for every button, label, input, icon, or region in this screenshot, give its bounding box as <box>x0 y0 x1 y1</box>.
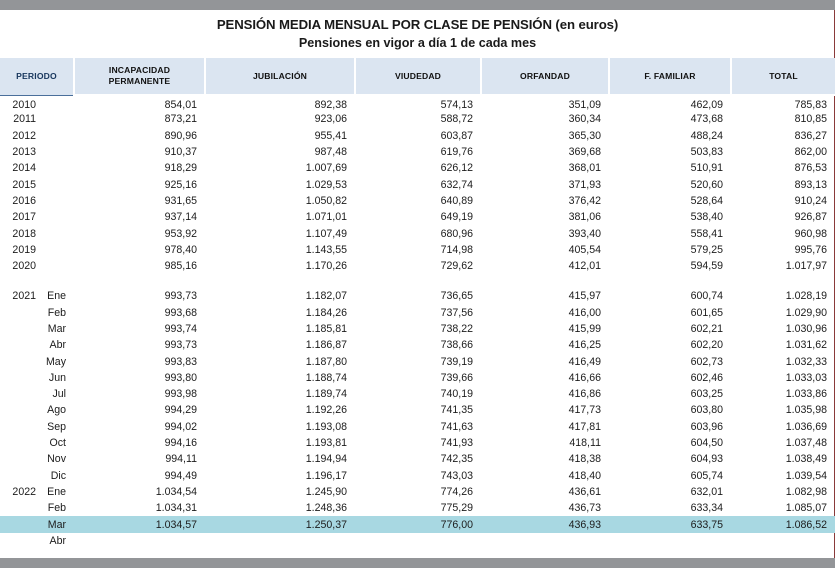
cell-f-familiar: 558,41 <box>690 227 723 240</box>
table-row[interactable] <box>0 468 835 484</box>
cell-viudedad: 774,26 <box>440 485 473 498</box>
cell-orfandad <box>481 533 609 549</box>
cell-incapacidad-permanente: 890,96 <box>164 129 197 142</box>
cell-f-familiar: 602,20 <box>690 339 723 352</box>
cell-month: Sep <box>47 420 66 433</box>
cell-month <box>44 193 74 209</box>
cell-incapacidad-permanente: 937,14 <box>164 211 197 224</box>
cell-total: 1.085,07 <box>785 502 827 515</box>
cell-year: 2021 <box>12 290 36 303</box>
cell-year: 2019 <box>12 243 36 256</box>
cell-month: Jun <box>48 371 66 384</box>
cell-month: Feb <box>47 502 66 515</box>
cell-jubilacion: 1.245,90 <box>305 485 347 498</box>
cell-f-familiar: 520,60 <box>690 178 723 191</box>
cell-jubilacion: 1.182,07 <box>305 290 347 303</box>
cell-jubilacion: 1.193,08 <box>305 420 347 433</box>
cell-month <box>44 225 74 241</box>
table-row[interactable] <box>0 242 835 258</box>
cell-orfandad: 393,40 <box>568 227 601 240</box>
cell-orfandad: 416,66 <box>568 371 601 384</box>
table-row[interactable] <box>0 288 835 304</box>
cell-year <box>0 419 44 435</box>
cell-total: 836,27 <box>794 129 827 142</box>
cell-year: 2015 <box>12 178 36 191</box>
page-subtitle: Pensiones en vigor a día 1 de cada mes <box>298 36 537 50</box>
cell-jubilacion: 1.071,01 <box>305 211 347 224</box>
table-row[interactable] <box>0 144 835 160</box>
cell-month <box>44 258 74 274</box>
cell-orfandad: 416,00 <box>568 306 601 319</box>
cell-orfandad: 368,01 <box>568 162 601 175</box>
table-row[interactable] <box>0 353 835 369</box>
cell-year <box>0 500 44 516</box>
cell-total: 1.032,33 <box>785 355 827 368</box>
cell-viudedad: 714,98 <box>440 243 473 256</box>
cell-year <box>0 386 44 402</box>
cell-orfandad: 416,25 <box>568 339 601 352</box>
cell-total: 1.031,62 <box>785 339 827 352</box>
cell-jubilacion: 1.196,17 <box>305 469 347 482</box>
column-header-total[interactable]: TOTAL <box>731 58 835 95</box>
cell-month <box>44 242 74 258</box>
cell-incapacidad-permanente: 994,29 <box>164 404 197 417</box>
table-header <box>0 58 835 95</box>
cell-viudedad: 574,13 <box>440 99 473 112</box>
cell-f-familiar: 604,50 <box>690 437 723 450</box>
cell-f-familiar: 601,65 <box>690 306 723 319</box>
cell-month <box>44 176 74 192</box>
header-line-1: INCAPACIDAD <box>108 65 171 75</box>
cell-f-familiar: 488,24 <box>690 129 723 142</box>
cell-total: 1.039,54 <box>785 469 827 482</box>
cell-month: Dic <box>50 469 66 482</box>
cell-incapacidad-permanente <box>74 533 205 549</box>
cell-incapacidad-permanente: 1.034,54 <box>155 485 197 498</box>
cell-total: 1.082,98 <box>785 485 827 498</box>
cell-jubilacion: 1.250,37 <box>205 516 355 532</box>
column-header-viudedad[interactable]: VIUDEDAD <box>355 58 481 95</box>
cell-viudedad: 680,96 <box>440 227 473 240</box>
table-row[interactable] <box>0 258 835 274</box>
cell-f-familiar: 462,09 <box>690 99 723 112</box>
cell-jubilacion: 1.189,74 <box>305 388 347 401</box>
cell-orfandad: 436,93 <box>481 516 609 532</box>
cell-viudedad: 640,89 <box>440 194 473 207</box>
cell-orfandad: 417,81 <box>568 420 601 433</box>
table-row[interactable] <box>0 305 835 321</box>
table-row[interactable] <box>0 160 835 176</box>
cell-month: Mar <box>44 516 74 532</box>
cell-total: 785,83 <box>794 99 827 112</box>
cell-viudedad: 741,63 <box>440 420 473 433</box>
cell-viudedad: 739,19 <box>440 355 473 368</box>
cell-jubilacion <box>205 533 355 549</box>
cell-viudedad: 743,03 <box>440 469 473 482</box>
cell-viudedad: 738,66 <box>440 339 473 352</box>
cell-f-familiar <box>609 533 731 549</box>
cell-orfandad: 412,01 <box>568 260 601 273</box>
cell-incapacidad-permanente: 994,49 <box>164 469 197 482</box>
cell-jubilacion: 1.170,26 <box>305 260 347 273</box>
title-block <box>0 10 835 52</box>
cell-viudedad <box>355 533 481 549</box>
column-header-jubilacion[interactable]: JUBILACIÓN <box>205 58 355 95</box>
cell-f-familiar: 603,96 <box>690 420 723 433</box>
cell-month: May <box>45 355 66 368</box>
cell-orfandad: 371,93 <box>568 178 601 191</box>
cell-total: 1.028,19 <box>785 290 827 303</box>
cell-f-familiar: 600,74 <box>690 290 723 303</box>
table-row[interactable] <box>0 111 835 127</box>
column-header-periodo[interactable]: PERIODO <box>0 58 74 95</box>
cell-viudedad: 737,56 <box>440 306 473 319</box>
table-row[interactable] <box>0 128 835 144</box>
cell-jubilacion: 1.193,81 <box>305 437 347 450</box>
cell-year <box>0 321 44 337</box>
cell-f-familiar: 503,83 <box>690 146 723 159</box>
cell-month <box>44 128 74 144</box>
cell-orfandad: 417,73 <box>568 404 601 417</box>
cell-year <box>0 533 44 549</box>
cell-viudedad: 619,76 <box>440 146 473 159</box>
cell-jubilacion: 1.187,80 <box>305 355 347 368</box>
cell-viudedad: 588,72 <box>440 113 473 126</box>
cell-orfandad: 365,30 <box>568 129 601 142</box>
cell-f-familiar: 632,01 <box>690 485 723 498</box>
pension-table <box>0 58 835 549</box>
cell-f-familiar: 603,80 <box>690 404 723 417</box>
table-row[interactable] <box>0 451 835 467</box>
cell-orfandad: 369,68 <box>568 146 601 159</box>
cell-f-familiar: 602,46 <box>690 371 723 384</box>
cell-total: 926,87 <box>794 211 827 224</box>
cell-total: 960,98 <box>794 227 827 240</box>
cell-year <box>0 305 44 321</box>
cell-year <box>0 337 44 353</box>
cell-jubilacion: 1.192,26 <box>305 404 347 417</box>
cell-total: 995,76 <box>794 243 827 256</box>
cell-incapacidad-permanente: 1.034,31 <box>155 502 197 515</box>
cell-viudedad: 741,35 <box>440 404 473 417</box>
cell-year <box>0 468 44 484</box>
cell-month: Mar <box>47 323 66 335</box>
cell-total: 1.029,90 <box>785 306 827 319</box>
cell-orfandad: 416,86 <box>568 388 601 401</box>
cell-incapacidad-permanente: 993,74 <box>164 323 197 335</box>
cell-month <box>44 160 74 176</box>
cell-month: Ago <box>47 404 66 417</box>
cell-viudedad: 603,87 <box>440 129 473 142</box>
cell-total: 1.035,98 <box>785 404 827 417</box>
cell-orfandad: 418,11 <box>569 437 601 450</box>
cell-orfandad: 418,38 <box>568 453 601 466</box>
cell-year: 2020 <box>12 260 36 273</box>
cell-jubilacion: 1.194,94 <box>305 453 347 466</box>
table-row[interactable] <box>0 193 835 209</box>
column-header-incapacidad-permanente[interactable] <box>74 58 205 95</box>
table-row[interactable] <box>0 337 835 353</box>
cell-year: 2022 <box>12 485 36 498</box>
cell-jubilacion: 1.050,82 <box>305 194 347 207</box>
table-body <box>0 95 835 549</box>
cell-incapacidad-permanente: 854,01 <box>164 99 197 112</box>
cell-orfandad: 436,61 <box>568 485 601 498</box>
page-title: PENSIÓN MEDIA MENSUAL POR CLASE DE PENSIÓN (en euros) <box>216 17 619 32</box>
cell-viudedad: 775,29 <box>440 502 473 515</box>
cell-f-familiar: 603,25 <box>690 388 723 401</box>
cell-jubilacion: 923,06 <box>314 113 347 126</box>
cell-month: Abr <box>49 339 66 352</box>
cell-viudedad: 741,93 <box>440 437 473 450</box>
column-header-orfandad[interactable]: ORFANDAD <box>481 58 609 95</box>
cell-viudedad: 736,65 <box>440 290 473 303</box>
cell-incapacidad-permanente: 1.034,57 <box>74 516 205 532</box>
table-row[interactable] <box>0 484 835 500</box>
cell-jubilacion: 955,41 <box>314 129 347 142</box>
cell-total: 1.036,69 <box>785 420 827 433</box>
cell-f-familiar: 594,59 <box>690 260 723 273</box>
cell-total: 1.037,48 <box>785 437 827 450</box>
cell-orfandad: 415,99 <box>568 323 601 335</box>
cell-incapacidad-permanente: 918,29 <box>164 162 197 175</box>
cell-year: 2010 <box>12 98 36 111</box>
cell-f-familiar: 510,91 <box>690 162 723 175</box>
cell-total: 1.038,49 <box>785 453 827 466</box>
cell-orfandad: 436,73 <box>568 502 601 515</box>
table-row[interactable] <box>0 533 835 549</box>
cell-viudedad: 729,62 <box>440 260 473 273</box>
table-row[interactable] <box>0 370 835 386</box>
cell-orfandad: 376,42 <box>568 194 601 207</box>
cell-incapacidad-permanente: 873,21 <box>164 113 197 126</box>
cell-f-familiar: 604,93 <box>690 453 723 466</box>
cell-f-familiar: 528,64 <box>690 194 723 207</box>
cell-year: 2013 <box>12 146 36 159</box>
cell-incapacidad-permanente: 994,16 <box>164 437 197 450</box>
cell-viudedad: 742,35 <box>440 453 473 466</box>
table-row[interactable] <box>0 435 835 451</box>
cell-total: 862,00 <box>794 146 827 159</box>
cell-incapacidad-permanente: 993,83 <box>164 355 197 368</box>
table-row[interactable] <box>0 321 835 337</box>
spacer-cell <box>0 274 835 288</box>
cell-year: 2011 <box>13 113 36 126</box>
cell-viudedad: 626,12 <box>440 162 473 175</box>
table-row[interactable] <box>0 402 835 418</box>
cell-jubilacion: 1.029,53 <box>305 178 347 191</box>
cell-jubilacion: 1.186,87 <box>305 339 347 352</box>
cell-year: 2014 <box>12 162 36 175</box>
cell-jubilacion: 1.185,81 <box>305 323 347 335</box>
cell-year: 2018 <box>12 227 36 240</box>
cell-orfandad: 405,54 <box>568 243 601 256</box>
cell-incapacidad-permanente: 993,73 <box>164 290 197 303</box>
cell-month: Ene <box>47 485 66 498</box>
cell-viudedad: 740,19 <box>440 388 473 401</box>
cell-orfandad: 418,40 <box>568 469 601 482</box>
cell-month: Feb <box>47 306 66 319</box>
cell-orfandad: 360,34 <box>568 113 601 126</box>
cell-f-familiar: 473,68 <box>690 113 723 126</box>
cell-f-familiar: 633,34 <box>690 502 723 515</box>
cell-incapacidad-permanente: 978,40 <box>164 243 197 256</box>
cell-incapacidad-permanente: 993,68 <box>164 306 197 319</box>
cell-orfandad: 381,06 <box>568 211 601 224</box>
cell-month: Oct <box>49 437 66 450</box>
header-row <box>0 58 835 95</box>
cell-total <box>731 533 835 549</box>
cell-month <box>44 209 74 225</box>
cell-month: Jul <box>52 388 66 401</box>
cell-incapacidad-permanente: 925,16 <box>164 178 197 191</box>
cell-total: 1.086,52 <box>731 516 835 532</box>
cell-f-familiar: 605,74 <box>690 469 723 482</box>
cell-month <box>44 144 74 160</box>
cell-viudedad: 632,74 <box>440 178 473 191</box>
cell-f-familiar: 538,40 <box>690 211 723 224</box>
cell-total: 1.033,03 <box>785 371 827 384</box>
cell-f-familiar: 602,21 <box>690 323 723 335</box>
cell-incapacidad-permanente: 993,98 <box>164 388 197 401</box>
table-row[interactable] <box>0 419 835 435</box>
table-row[interactable] <box>0 176 835 192</box>
cell-incapacidad-permanente: 993,80 <box>164 371 197 384</box>
cell-orfandad: 351,09 <box>568 99 601 112</box>
cell-month: Nov <box>47 453 66 466</box>
cell-viudedad: 739,66 <box>440 371 473 384</box>
cell-total: 1.017,97 <box>785 260 827 273</box>
cell-f-familiar: 579,25 <box>690 243 723 256</box>
cell-jubilacion: 1.107,49 <box>305 227 347 240</box>
cell-year <box>0 451 44 467</box>
cell-year <box>0 435 44 451</box>
cell-incapacidad-permanente: 994,02 <box>164 420 197 433</box>
cell-jubilacion: 892,38 <box>314 99 347 112</box>
cell-incapacidad-permanente: 994,11 <box>165 453 197 466</box>
cell-total: 1.030,96 <box>785 323 827 335</box>
top-gray-bar <box>0 0 835 10</box>
cell-total: 910,24 <box>794 194 827 207</box>
cell-month: Ene <box>47 290 66 303</box>
table-row[interactable] <box>0 386 835 402</box>
cell-total: 893,13 <box>794 178 827 191</box>
cell-incapacidad-permanente: 985,16 <box>164 260 197 273</box>
cell-orfandad: 416,49 <box>568 355 601 368</box>
cell-incapacidad-permanente: 910,37 <box>164 146 197 159</box>
table-row[interactable] <box>0 95 835 111</box>
cell-month <box>44 95 74 111</box>
cell-jubilacion: 987,48 <box>314 146 347 159</box>
cell-jubilacion: 1.007,69 <box>305 162 347 175</box>
cell-jubilacion: 1.248,36 <box>305 502 347 515</box>
table-row[interactable] <box>0 500 835 516</box>
cell-jubilacion: 1.188,74 <box>305 371 347 384</box>
cell-incapacidad-permanente: 993,73 <box>164 339 197 352</box>
cell-year <box>0 353 44 369</box>
cell-year: 2016 <box>12 194 36 207</box>
cell-orfandad: 415,97 <box>568 290 601 303</box>
cell-year <box>0 402 44 418</box>
cell-jubilacion: 1.143,55 <box>305 243 347 256</box>
cell-viudedad: 738,22 <box>440 323 473 335</box>
cell-incapacidad-permanente: 931,65 <box>164 194 197 207</box>
table-row[interactable] <box>0 225 835 241</box>
cell-incapacidad-permanente: 953,92 <box>164 227 197 240</box>
cell-total: 876,53 <box>794 162 827 175</box>
cell-year: 2012 <box>12 129 36 142</box>
table-spacer-row <box>0 274 835 288</box>
cell-f-familiar: 633,75 <box>609 516 731 532</box>
cell-total: 810,85 <box>794 113 827 126</box>
table-row[interactable] <box>0 209 835 225</box>
cell-year <box>0 370 44 386</box>
cell-viudedad: 776,00 <box>355 516 481 532</box>
cell-year <box>0 516 44 532</box>
cell-year: 2017 <box>12 211 36 224</box>
column-header-f-familiar[interactable]: F. FAMILIAR <box>609 58 731 95</box>
table-row[interactable] <box>0 516 835 532</box>
bottom-gray-bar <box>0 558 835 568</box>
cell-viudedad: 649,19 <box>440 211 473 224</box>
cell-total: 1.033,86 <box>785 388 827 401</box>
header-line-2: PERMANENTE <box>108 76 171 86</box>
cell-f-familiar: 602,73 <box>690 355 723 368</box>
cell-jubilacion: 1.184,26 <box>305 306 347 319</box>
cell-month <box>44 111 74 127</box>
cell-month: Abr <box>49 534 66 547</box>
